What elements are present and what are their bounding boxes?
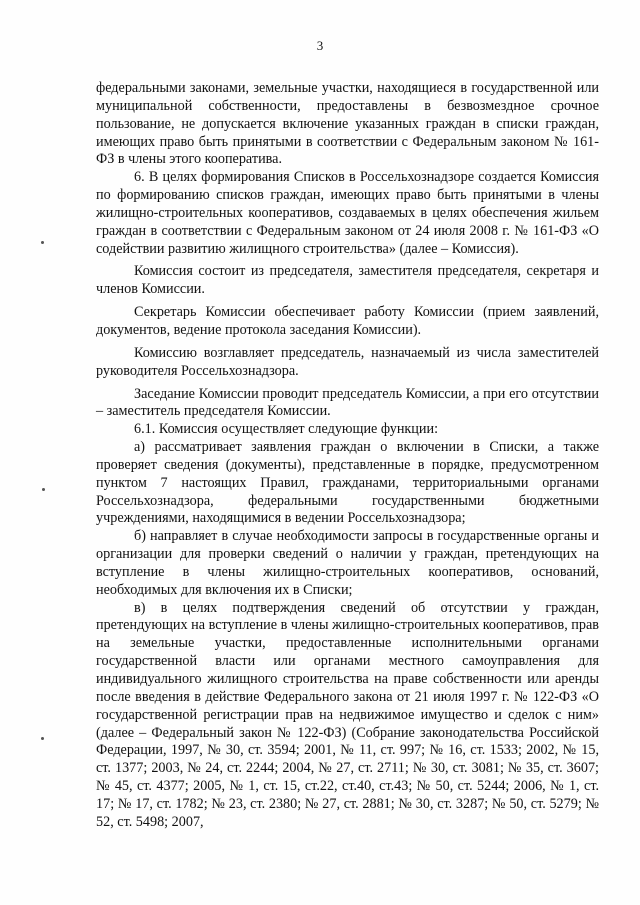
paragraph: Комиссия состоит из председателя, заместителя председателя, секретаря и членов Комиссии. bbox=[96, 263, 599, 298]
page-number: 3 bbox=[316, 38, 324, 53]
paragraph: в) в целях подтверждения сведений об отсутствии у граждан, претендующих на вступление в члены жилищно-строительных кооперативов, прав на земельные участки, предоставленные исполнительными органами государственной власти или органами местного самоуправления для индивидуального жилищного строительства на праве собственности или аренды после введения в действие Федерального закона от 21 июля 1997 г. № 122-ФЗ «О государственной регистрации прав на недвижимое имущество и сделок с ним» (далее – Федеральный закон № 122-ФЗ) (Собрание законодательства Российской Федерации, 1997, № 30, ст. 3594; 2001, № 11, ст. 997; № 16, ст. 1533; 2002, № 15, ст. 1377; 2003, № 24, ст. 2244; 2004, № 27, ст. 2711; № 30, ст. 3081; № 35, ст. 3607; № 45, ст. 4377; 2005, № 1, ст. 15, ст.22, ст.40, ст.43; № 50, ст. 5244; 2006, № 1, ст. 17; № 17, ст. 1782; № 23, ст. 2380; № 27, ст. 2881; № 30, ст. 3287; № 50, ст. 5279; № 52, ст. 5498; 2007, bbox=[96, 599, 599, 830]
paragraph: б) направляет в случае необходимости запросы в государственные органы и организации для проверки сведений о наличии у граждан, претендующих на вступление в члены жилищно-строительных кооперативов, оснований, необходимых для включения их в Списки; bbox=[96, 528, 599, 598]
paragraph: Комиссию возглавляет председатель, назначаемый из числа заместителей руководителя Россельхознадзора. bbox=[96, 344, 599, 379]
body-text bbox=[96, 80, 599, 832]
paragraph: 6.1. Комиссия осуществляет следующие функции: bbox=[134, 421, 439, 438]
scan-speck bbox=[41, 737, 44, 740]
paragraph: Секретарь Комиссии обеспечивает работу Комиссии (прием заявлений, документов, ведение протокола заседания Комиссии). bbox=[96, 304, 599, 338]
paragraph: Заседание Комиссии проводит председатель Комиссии, а при его отсутствии – заместитель председателя Комиссии. bbox=[96, 385, 599, 420]
paragraph: федеральными законами, земельные участки, находящиеся в государственной или муниципальной собственности, предоставлены в безвозмездное срочное пользование, не допускается включение указанных граждан в списки граждан, имеющих право быть принятыми в соответствии с Федеральным законом № 161-ФЗ в члены этого кооператива. bbox=[96, 80, 599, 168]
paragraph: а) рассматривает заявления граждан о включении в Списки, а также проверяет сведения (документы), представленные в порядке, предусмотренном пунктом 7 настоящих Правил, гражданами, территориальными органами Россельхознадзора, федеральными государственными бюджетными учреждениями, находящимися в ведении Россельхознадзора; bbox=[96, 439, 599, 527]
scan-speck bbox=[41, 241, 44, 244]
paragraph: 6. В целях формирования Списков в Россельхознадзоре создается Комиссия по формированию списков граждан, имеющих право быть принятыми в члены жилищно-строительных кооперативов, создаваемых в целях обеспечения жильем граждан в соответствии с Федеральным законом от 24 июля 2008 г. № 161-ФЗ «О содействии развитию жилищного строительства» (далее – Комиссия). bbox=[96, 169, 599, 257]
scan-speck bbox=[42, 488, 45, 491]
